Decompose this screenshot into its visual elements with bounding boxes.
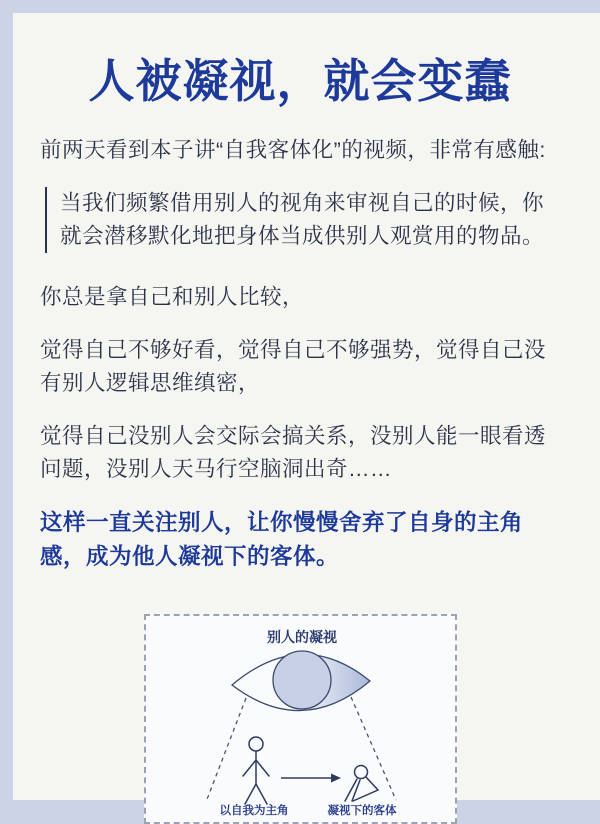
gaze-diagram-svg [146, 616, 455, 822]
standing-person-icon [243, 737, 269, 804]
intro-paragraph: 前两天看到本子讲“自我客体化”的视频，非常有感触: [40, 137, 546, 162]
eye-icon [232, 651, 370, 711]
arrow-right-icon [281, 773, 341, 782]
feel-paragraph-2: 觉得自己没别人会交际会搞关系，没别人能一眼看透问题，没别人天马行空脑洞出奇…… [40, 423, 547, 481]
diagram-label-right: 凝视下的客体 [327, 804, 396, 817]
article-body [40, 134, 560, 574]
diagram-label-left: 以自我为主角 [219, 804, 288, 817]
compare-paragraph: 你总是拿自己和别人比较， [40, 284, 305, 309]
feel-paragraph-1: 觉得自己不够好看，觉得自己不够强势，觉得自己没有别人逻辑思维缜密， [40, 337, 547, 395]
gaze-diagram [144, 614, 457, 824]
emphasis-paragraph: 这样一直关注别人，让你慢慢舍弃了自身的主角感，成为他人凝视下的客体。 [40, 509, 524, 569]
diagram-title: 别人的凝视 [266, 628, 337, 645]
crouching-person-icon [345, 765, 378, 801]
post-card [13, 13, 600, 817]
quote-text: 当我们频繁借用别人的视角来审视自己的时候，你就会潜移默化地把身体当成供别人观赏用的物品。 [60, 190, 545, 248]
quote-block [45, 187, 560, 253]
page-title: 人被凝视，就会变蠢 [88, 55, 512, 107]
gaze-cone-lines [206, 697, 396, 802]
